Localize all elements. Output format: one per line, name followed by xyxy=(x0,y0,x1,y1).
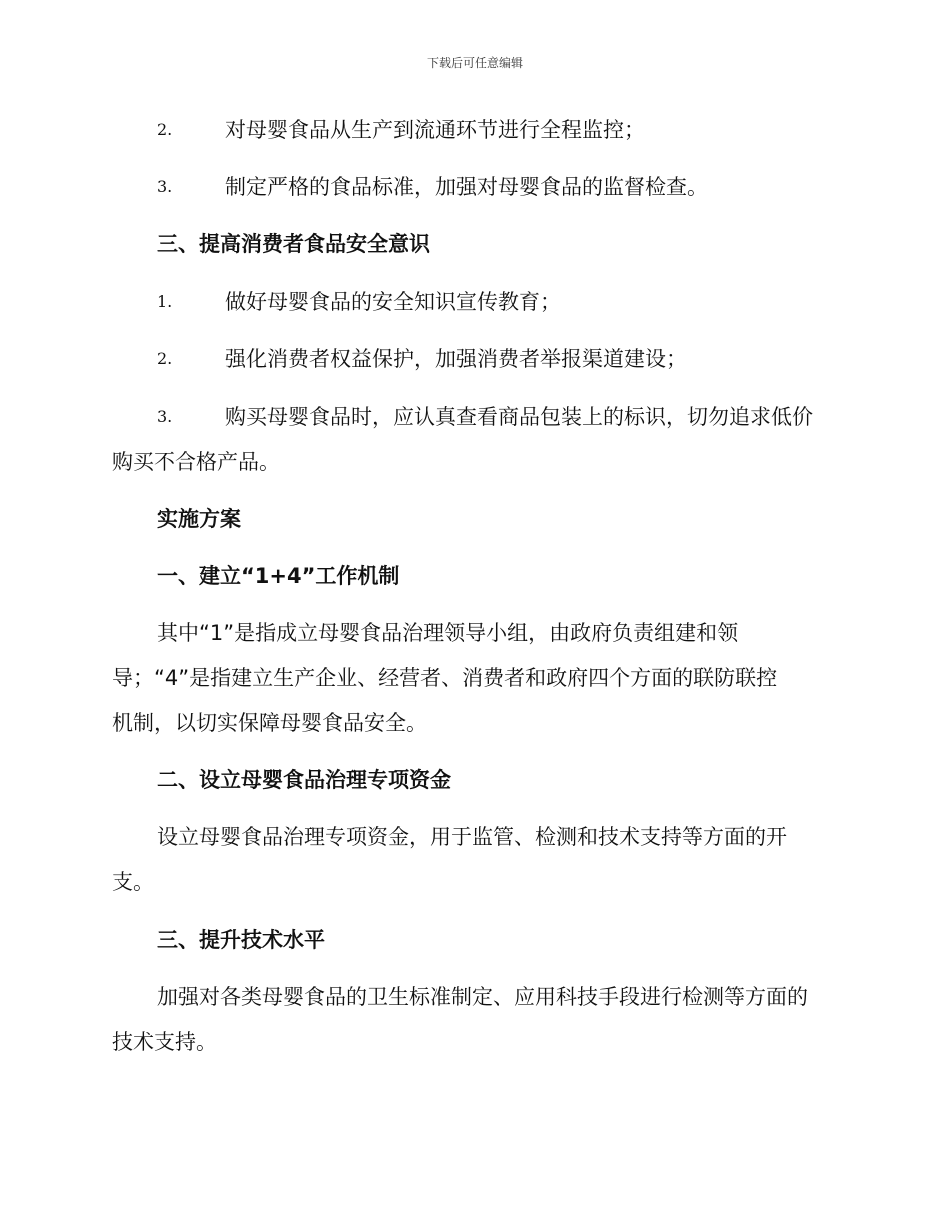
paragraph-line: 技术支持。 xyxy=(112,1030,217,1054)
list-item-text-continued: 购买不合格产品。 xyxy=(112,450,280,474)
section-heading: 三、提高消费者食品安全意识 xyxy=(157,232,430,256)
paragraph-line: 支。 xyxy=(112,870,154,894)
paragraph-line: 机制，以切实保障母婴食品安全。 xyxy=(112,711,427,735)
list-number: 2. xyxy=(157,120,173,139)
list-item-text: 对母婴食品从生产到流通环节进行全程监控； xyxy=(225,118,645,142)
paragraph-line: 设立母婴食品治理专项资金，用于监管、检测和技术支持等方面的开 xyxy=(157,825,787,849)
section-heading: 二、设立母婴食品治理专项资金 xyxy=(157,768,451,792)
section-heading: 三、提升技术水平 xyxy=(157,928,325,952)
list-number: 1. xyxy=(157,292,173,311)
plan-title: 实施方案 xyxy=(157,507,241,531)
list-item-text: 做好母婴食品的安全知识宣传教育； xyxy=(225,290,561,314)
list-number: 2. xyxy=(157,349,173,368)
list-item-text: 制定严格的食品标准，加强对母婴食品的监督检查。 xyxy=(225,175,708,199)
list-item-text: 强化消费者权益保护，加强消费者举报渠道建设； xyxy=(225,347,687,371)
list-number: 3. xyxy=(157,177,173,196)
list-number: 3. xyxy=(157,407,173,426)
paragraph-line: 加强对各类母婴食品的卫生标准制定、应用科技手段进行检测等方面的 xyxy=(157,985,808,1009)
paragraph-line: 导；“4”是指建立生产企业、经营者、消费者和政府四个方面的联防联控 xyxy=(112,666,778,690)
section-heading: 一、建立“1+4”工作机制 xyxy=(157,564,400,588)
list-item-text: 购买母婴食品时，应认真查看商品包装上的标识，切勿追求低价 xyxy=(225,405,813,429)
paragraph-line: 其中“1”是指成立母婴食品治理领导小组，由政府负责组建和领 xyxy=(157,621,739,645)
page-header: 下载后可任意编辑 xyxy=(426,56,523,70)
